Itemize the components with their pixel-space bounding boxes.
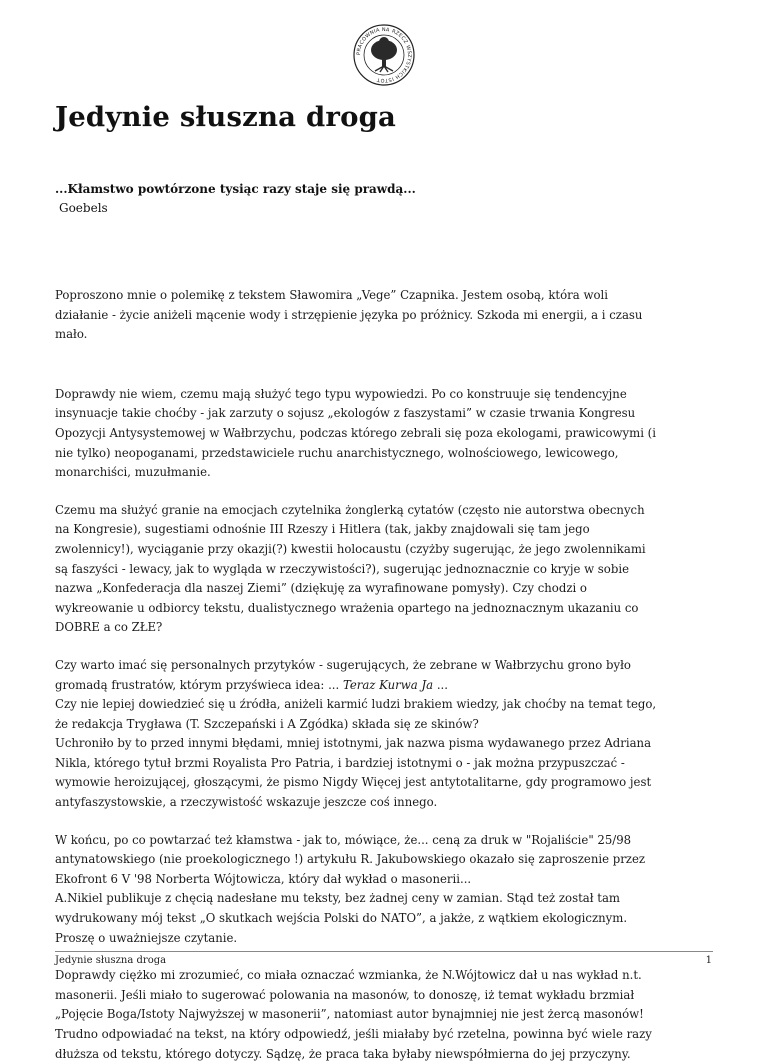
text-line: „Pojęcie Boga/Istoty Najwyższej w masonerii”, natomiast autor bynajmniej nie jest żercą masonów! <box>55 1007 644 1022</box>
motto-quote: ...Kłamstwo powtórzone tysiąc razy staje się prawdą... <box>55 182 416 196</box>
text-line: Czemu ma służyć granie na emocjach czytelnika żonglerką cytatów (często nie autorstwa obecnych <box>55 502 645 517</box>
text-line: działanie - życie aniżeli mącenie wody i strzępienie języka po próżnicy. Szkoda mi energii, a i czasu <box>55 307 643 322</box>
italic-phrase: Teraz Kurwa Ja <box>342 677 434 692</box>
paragraph-2 <box>55 385 720 483</box>
text-line: Doprawdy ciężko mi zrozumieć, co miała oznaczać wzmianka, że N.Wójtowicz dał u nas wykład n.t. <box>55 968 642 983</box>
paragraph-4 <box>55 656 720 813</box>
text-line: Opozycji Antysystemowej w Wałbrzychu, podczas którego zebrali się poza ekologami, prawicowymi (i <box>55 425 656 440</box>
footer-divider <box>55 951 713 952</box>
paragraph-5 <box>55 831 720 949</box>
text-line: nazwa „Konfederacja dla naszej Ziemi” (dziękuję za wyrafinowane pomysły). Czy chodzi o <box>55 581 587 596</box>
text-line: W końcu, po co powtarzać też kłamstwa - jak to, mówiące, że... ceną za druk w "Rojaliście" 25/98 <box>55 832 632 847</box>
paragraph-3 <box>55 501 720 638</box>
text-line: Ekofront 6 V '98 Norberta Wójtowicza, który dał wykład o masonerii... <box>55 871 472 886</box>
text-line: Czy warto imać się personalnych przytyków - sugerujących, że zebrane w Wałbrzychu grono było <box>55 657 631 672</box>
text-line: Doprawdy nie wiem, czemu mają służyć tego typu wypowiedzi. Po co konstruuje się tendencyjne <box>55 386 627 401</box>
text-line: Czy nie lepiej dowiedzieć się u źródła, aniżeli karmić ludzi brakiem wiedzy, jak choćby na temat tego, <box>55 697 657 712</box>
text-line: na Kongresie), sugestiami odnośnie III Rzeszy i Hitlera (tak, jakby znajdowali się tam jego <box>55 522 590 537</box>
text-line: zwolennicy!), wyciąganie przy okazji(?) kwestii holocaustu (czyżby sugerując, że jego zwolennikami <box>55 541 646 556</box>
text-line: masonerii. Jeśli miało to sugerować polowania na masonów, to donoszę, iż temat wykładu brzmiał <box>55 987 635 1002</box>
text-line: wydrukowany mój tekst „O skutkach wejścia Polski do NATO”, a jakże, z wątkiem ekologicznym. <box>55 911 628 926</box>
text-line: mało. <box>55 327 88 342</box>
text-fragment: gromadą frustratów, którym przyświeca idea: ... <box>55 677 343 692</box>
paragraph-1 <box>55 286 720 345</box>
text-line: DOBRE a co ZŁE? <box>55 620 163 635</box>
text-line: wykreowanie u odbiorcy tekstu, dualistycznego wrażenia opartego na jednoznacznym ukazaniu co <box>55 600 639 615</box>
text-line: Trudno odpowiadać na tekst, na który odpowiedź, jeśli miałaby być rzetelna, powinna być wiele razy <box>55 1027 652 1041</box>
tree-seal-logo <box>353 24 415 86</box>
text-line: monarchiści, muzułmanie. <box>55 465 211 480</box>
text-line: nie tylko) neopoganami, przedstawiciele ruchu anarchistycznego, wolnościowego, lewicowego, <box>55 445 619 460</box>
text-line: Proszę o uważniejsze czytanie. <box>55 930 238 945</box>
text-line: wymowie heroizującej, głoszącymi, że pismo Nigdy Więcej jest antytotalitarne, gdy programowo jest <box>55 775 652 790</box>
svg-text:PRACOWNIA NA RZECZ WSZYSTKICH: PRACOWNIA NA RZECZ WSZYSTKICH ISTOT <box>355 26 413 84</box>
text-line: antynatowskiego (nie proekologicznego !) artykułu R. Jakubowskiego okazało się zaproszenie przez <box>55 852 646 867</box>
text-line: dłuższa od tekstu, którego dotyczy. Sądzę, że praca taka byłaby niewspółmierna do jej przyczyny. <box>55 1046 631 1061</box>
text-line <box>55 676 720 696</box>
text-line: insynuacje takie choćby - jak zarzuty o sojusz „ekologów z faszystami” w czasie trwania Kongresu <box>55 406 636 421</box>
text-line: A.Nikiel publikuje z chęcią nadesłane mu teksty, bez żadnej ceny w zamian. Stąd też został tam <box>55 891 620 906</box>
text-line: że redakcja Trygława (T. Szczepański i A Zgódka) składa się ze skinów? <box>55 716 479 731</box>
paragraph-6 <box>55 966 720 1064</box>
footer-title: Jedynie słuszna droga <box>55 955 167 966</box>
text-line: Poproszono mnie o polemikę z tekstem Sławomira „Vege” Czapnika. Jestem osobą, która woli <box>55 288 608 302</box>
text-line: Nikla, którego tytuł brzmi Royalista Pro Patria, i bardziej istotnymi o - jak można przypuszczać - <box>55 755 625 770</box>
text-line: antyfaszystowskie, a rzeczywistość wskazuje jeszcze coś innego. <box>55 795 438 810</box>
article-body <box>55 230 720 1064</box>
page-number: 1 <box>705 955 712 966</box>
text-line: Uchroniło by to przed innymi błędami, mniej istotnymi, jak nazwa pisma wydawanego przez Adriana <box>55 736 652 751</box>
text-fragment: ... <box>433 677 448 692</box>
document-title: Jedynie słuszna droga <box>55 101 397 133</box>
motto <box>55 180 715 218</box>
text-line: są faszyści - lewacy, jak to wygląda w rzeczywistości?), sugerując jednoznacznie co kryje w sobie <box>55 561 629 576</box>
motto-author: Goebels <box>59 201 108 215</box>
